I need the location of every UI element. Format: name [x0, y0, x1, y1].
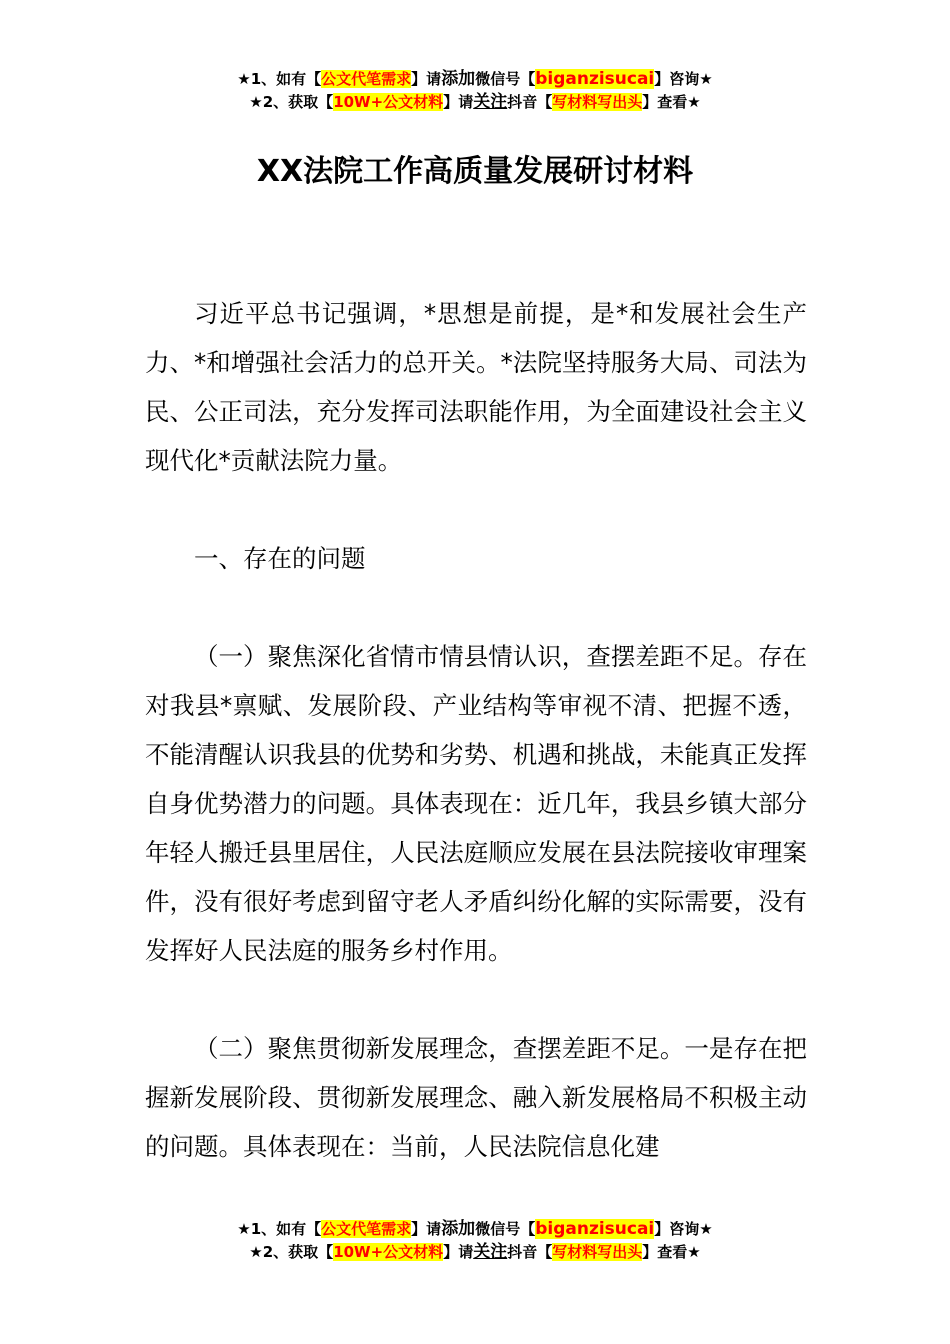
promo-text: 】查看★ — [642, 1243, 701, 1261]
promo-line-2 — [0, 91, 950, 114]
promo-text: 】请 — [411, 70, 442, 88]
highlight-badge: 10W+公文材料 — [333, 1243, 444, 1261]
promo-emphasis: 关注 — [473, 1242, 508, 1262]
promo-banner-bottom — [0, 1218, 950, 1264]
promo-text: 抖音【 — [507, 1243, 553, 1261]
promo-text: ★2、获取【 — [249, 1243, 334, 1261]
promo-emphasis: 关注 — [473, 92, 508, 112]
intro-paragraph: 习近平总书记强调，*思想是前提，是*和发展社会生产力、*和增强社会活力的总开关。*法院坚持服务大局、司法为民、公正司法，充分发挥司法职能作用，为全面建设社会主义现代化*贡献法院力量。 — [145, 299, 807, 475]
highlight-badge: 公文代笔需求 — [321, 1220, 412, 1238]
promo-text: 】请 — [411, 1220, 442, 1238]
section-heading: 一、存在的问题 — [194, 544, 366, 573]
highlight-badge: 公文代笔需求 — [321, 70, 412, 88]
promo-text: ★1、如有【 — [237, 1220, 322, 1238]
promo-banner-top — [0, 68, 950, 114]
highlight-badge: 10W+公文材料 — [333, 93, 444, 111]
highlight-badge: biganzisucai — [535, 69, 655, 89]
promo-text: 】咨询★ — [654, 70, 713, 88]
promo-emphasis: 添加 — [441, 69, 476, 89]
promo-text: 】请 — [443, 1243, 474, 1261]
promo-text: 】请 — [443, 93, 474, 111]
highlight-badge: 写材料写出头 — [552, 93, 643, 111]
promo-text: 微信号【 — [475, 70, 536, 88]
highlight-badge: 写材料写出头 — [552, 1243, 643, 1261]
highlight-badge: biganzisucai — [535, 1219, 655, 1239]
document-title: XX法院工作高质量发展研讨材料 — [256, 154, 694, 189]
promo-line-1 — [0, 68, 950, 91]
promo-text: 】查看★ — [642, 93, 701, 111]
promo-text: 微信号【 — [475, 1220, 536, 1238]
promo-text: 抖音【 — [507, 93, 553, 111]
promo-text: ★1、如有【 — [237, 70, 322, 88]
body-paragraph: （二）聚焦贯彻新发展理念，查摆差距不足。一是存在把握新发展阶段、贯彻新发展理念、融入新发展格局不积极主动的问题。具体表现在：当前，人民法院信息化建 — [145, 1034, 807, 1161]
promo-line-1 — [0, 1218, 950, 1241]
promo-line-2 — [0, 1241, 950, 1264]
document-body — [145, 289, 807, 1171]
promo-text: ★2、获取【 — [249, 93, 334, 111]
body-paragraph: （一）聚焦深化省情市情县情认识，查摆差距不足。存在对我县*禀赋、发展阶段、产业结构等审视不清、把握不透，不能清醒认识我县的优势和劣势、机遇和挑战，未能真正发挥自身优势潜力的问题。具体表现在：近几年，我县乡镇大部分年轻人搬迁县里居住，人民法庭顺应发展在县法院接收审理案件，没有很好考虑到留守老人矛盾纠纷化解的实际需要，没有发挥好人民法庭的服务乡村作用。 — [145, 642, 807, 965]
promo-text: 】咨询★ — [654, 1220, 713, 1238]
promo-emphasis: 添加 — [441, 1219, 476, 1239]
